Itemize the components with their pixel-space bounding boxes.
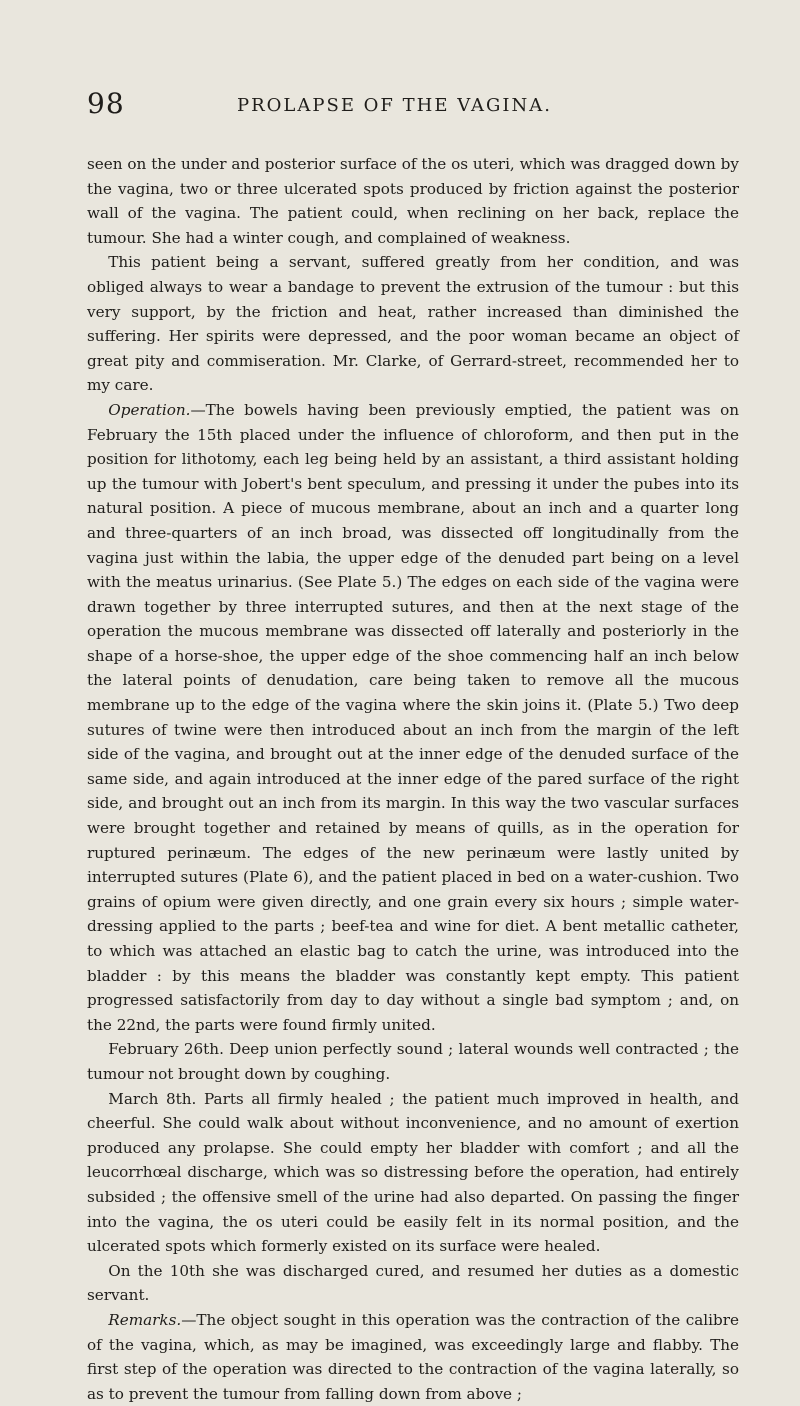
- paragraph-text: seen on the under and posterior surface of the os uteri, which was dragged down by the vagina, two or three ulcerated spots produced by friction against the posterior wall of the vagina. The patient could, when reclining on her back, replace the tumour. She had a winter cough, and complained of weakness.: [87, 155, 739, 247]
- page-number: 98: [87, 87, 125, 120]
- paragraph-text: On the 10th she was discharged cured, and resumed her duties as a domestic servant.: [87, 1261, 739, 1305]
- paragraph-text: —The bowels having been previously emptied, the patient was on February the 15th placed under the influence of chloroform, and then put in the position for lithotomy, each leg being held by an assistant, a third assistant holding up the tumour with Jobert's bent speculum, and pressing it under the pubes into its natural position. A piece of mucous membrane, about an inch and a quarter long and three-quarters of an inch broad, was dissected off longitudinally from the vagina just within the labia, the upper edge of the denuded part being on a level with the meatus urinarius. (See Plate 5.) The edges on each side of the vagina were drawn together by three interrupted sutures, and then at the next stage of the operation the mucous membrane was dissected off laterally and posteriorly in the shape of a horse-shoe, the upper edge of the shoe commencing half an inch below the lateral points of denudation, care being taken to remove all the mucous membrane up to the edge of the vagina where the skin joins it. (Plate 5.) Two deep sutures of twine were then introduced about an inch from the margin of the left side of the vagina, and brought out at the inner edge of the denuded surface of the same side, and again introduced at the inner edge of the pared surface of the right side, and brought out an inch from its margin. In this way the two vascular surfaces were brought together and retained by means of quills, as in the operation for ruptured perinæum. The edges of the new perinæum were lastly united by interrupted sutures (Plate 6), and the patient placed in bed on a water-cushion. Two grains of opium were given directly, and one grain every six hours ; simple water-dressing applied to the parts ; beef-tea and wine for diet. A bent metallic catheter, to which was attached an elastic bag to catch the urine, was introduced into the bladder : by this means the bladder was constantly kept empty. This patient progressed satisfactorily from day to day without a single bad symptom ; and, on the 22nd, the parts were found firmly united.: [87, 400, 739, 1034]
- body-text: [87, 152, 739, 1406]
- paragraph-operation: [87, 398, 739, 1037]
- paragraph-lead-italic: Remarks.: [108, 1310, 182, 1329]
- paragraph-february: [87, 1037, 739, 1086]
- paragraph-text: —The object sought in this operation was the contraction of the calibre of the vagina, which, as may be imagined, was exceedingly large and flabby. The first step of the operation was directed to the contraction of the vagina laterally, so as to prevent the tumour from falling down from above ;: [87, 1310, 739, 1403]
- paragraph-march: [87, 1087, 739, 1259]
- paragraph-text: February 26th. Deep union perfectly sound ; lateral wounds well contracted ; the tumour not brought down by coughing.: [87, 1040, 739, 1083]
- page-header: [87, 84, 727, 124]
- paragraph-remarks: [87, 1308, 739, 1406]
- paragraph-text: This patient being a servant, suffered greatly from her condition, and was obliged always to wear a bandage to prevent the extrusion of the tumour : but this very support, by the friction and heat, rather increased than diminished the suffering. Her spirits were depressed, and the poor woman became an object of great pity and commiseration. Mr. Clarke, of Gerrard-street, recommended her to my care.: [87, 253, 739, 395]
- paragraph-patient-condition: [87, 250, 739, 398]
- paragraph-discharged: [87, 1259, 739, 1308]
- paragraph-lead-italic: Operation.: [108, 400, 191, 419]
- paragraph-continued: [87, 152, 739, 250]
- paragraph-text: March 8th. Parts all firmly healed ; the patient much improved in health, and cheerful. She could walk about without inconvenience, and no amount of exertion produced any prolapse. She could empty her bladder with comfort ; and all the leucorrhœal discharge, which was so distressing before the operation, had entirely subsided ; the offensive smell of the urine had also departed. On passing the finger into the vagina, the os uteri could be easily felt in its normal position, and the ulcerated spots which formerly existed on its surface were healed.: [87, 1089, 739, 1256]
- running-title: PROLAPSE OF THE VAGINA.: [237, 95, 552, 116]
